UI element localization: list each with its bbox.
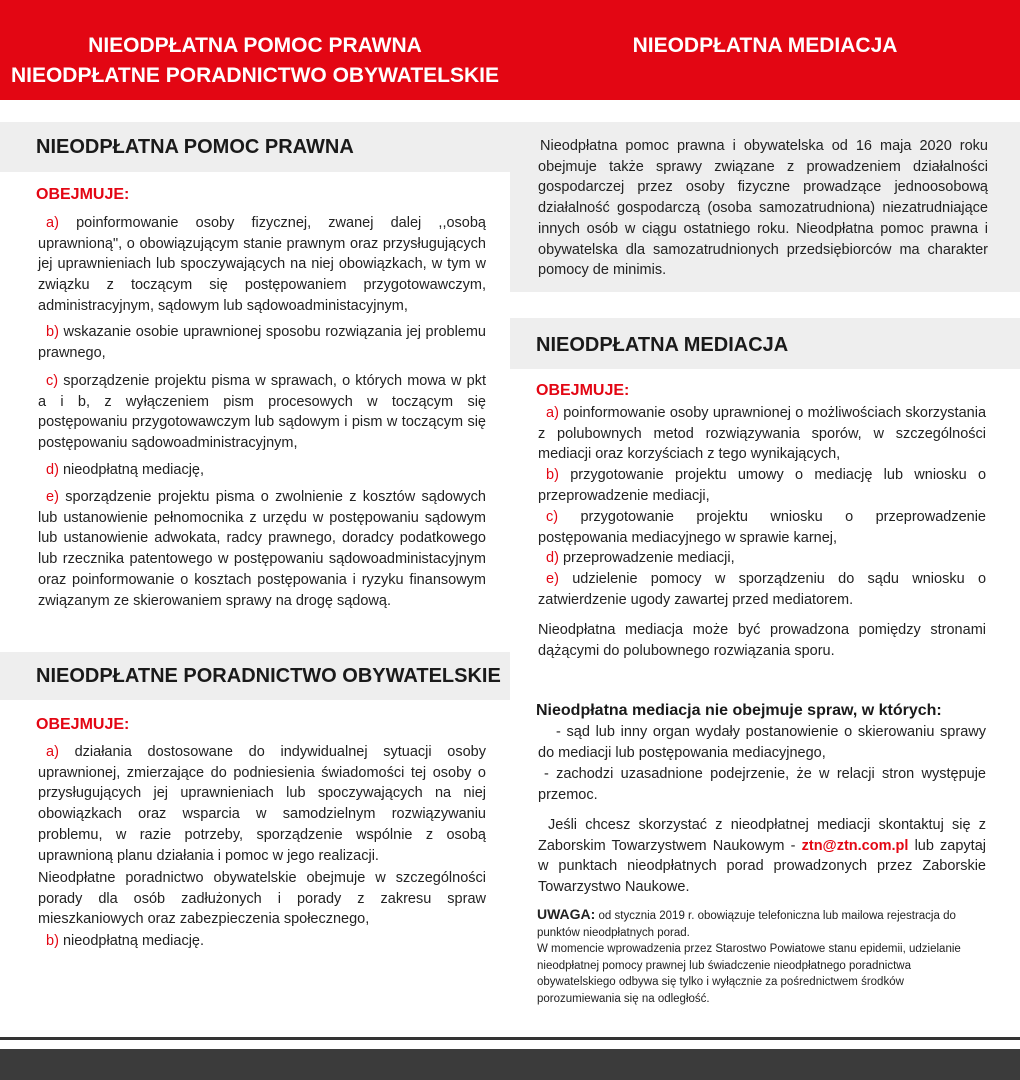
mediacja-item-e: e) udzielenie pomocy w sporządzeniu do sądu wniosku o zatwierdzenie ugody zawartej przed mediatorem. [538, 571, 987, 608]
obejmuje-label-poradnictwo: OBEJMUJE: [36, 716, 130, 733]
mediacja-item-a: a) poinformowanie osoby uprawnionej o możliwościach skorzystania z polubownych metod rozwiązywania sporów, w szczególności mediacji oraz korzyściach z tego wynikających, [538, 405, 987, 463]
uwaga-note-1: UWAGA: od stycznia 2019 r. obowiązuje telefoniczna lub mailowa rejestracja do punktów nieodpłatnych porad. [537, 906, 956, 939]
mediacja-item-c: c) przygotowanie projektu wniosku o przeprowadzenie postępowania mediacyjnego w sprawie karnej, [538, 509, 986, 546]
exclusion-item-1: - sąd lub inny organ wydały postanowienie o skierowaniu sprawy do mediacji lub postępowania mediacyjnego, [538, 724, 986, 761]
obejmuje-label-pomoc: OBEJMUJE: [36, 186, 130, 203]
uwaga-label: UWAGA: [537, 906, 596, 922]
section-title-pomoc: NIEODPŁATNA POMOC PRAWNA [36, 136, 354, 158]
uwaga-note-2: W momencie wprowadzenia przez Starostwo Powiatowe stanu epidemii, udzielanie nieodpłatnej pomocy prawnej lub świadczenie nieodpłatnego poradnictwa obywatelskiego odbywa się tylko i wyłącznie za pośrednictwem środków porozumiewania się na odległość. [537, 943, 961, 1005]
footer-divider [0, 1037, 1020, 1040]
header-left-line1: NIEODPŁATNA POMOC PRAWNA [88, 34, 422, 57]
header-right-band [510, 0, 1020, 100]
footer-bar [0, 1049, 1020, 1080]
poradnictwo-item-a: a) działania dostosowane do indywidualnej sytuacji osoby uprawnionej, zmierzające do podniesienia świadomości tej osoby o przysługujących jej uprawnieniach lub spoczywających na niej obowiązkach oraz wsparcia w samodzielnym rozwiązywaniu problemu, w razie potrzeby, sporządzenie wspólnie z osobą uprawnioną planu działania i pomoc w jego realizacji. [38, 744, 486, 864]
mediacja-item-b: b) przygotowanie projektu umowy o mediację lub wniosku o przeprowadzenie mediacji, [538, 467, 987, 504]
pomoc-item-a: a) poinformowanie osoby fizycznej, zwanej dalej ,,osobą uprawnioną", o obowiązującym stanie prawnym oraz przysługujących jej uprawnieniach lub spoczywających na niej obowiązkach, w tym w związku z toczącym się postępowaniem przygotowawczym, administracyjnym, sądowym lub sądowoadministacyjnym, [38, 215, 486, 314]
poradnictwo-paragraph: Nieodpłatne poradnictwo obywatelskie obejmuje w szczególności porady dla osób zadłużonych i porady z zakresu spraw mieszkaniowych oraz zabezpieczenia społecznego, [38, 870, 486, 928]
header-left-band [0, 0, 510, 100]
exclusion-item-2: - zachodzi uzasadnione podejrzenie, że w relacji stron występuje przemoc. [538, 766, 986, 803]
mediacja-item-d: d) przeprowadzenie mediacji, [546, 550, 735, 566]
intro-paragraph: Nieodpłatna pomoc prawna i obywatelska od 16 maja 2020 roku obejmuje także sprawy związane z prowadzeniem działalności gospodarczej przez osoby fizyczne prowadzące jednoosobową działalność gospodarczą (osoba samozatrudniona) niezatrudniające innych osób w ciągu ostatniego roku. Nieodpłatna pomoc prawna i obywatelska dla samozatrudnionych przedsiębiorców ma charakter pomocy de minimis. [538, 138, 988, 279]
pomoc-item-e: e) sporządzenie projektu pisma o zwolnienie z kosztów sądowych lub ustanowienie pełnomocnika z urzędu w postępowaniu sądowym lub ustanowienie adwokata, radcy prawnego, doradcy podatkowego lub rzecznika patentowego w postępowaniu sądowoadministacyjnym oraz poinformowanie o kosztach postępowania i ryzyku finansowym związanym ze skierowaniem sprawy na drogę sądową. [38, 489, 487, 609]
pomoc-item-d: d) nieodpłatną mediację, [46, 462, 205, 478]
contact-paragraph: Jeśli chcesz skorzystać z nieodpłatnej mediacji skontaktuj się z Zaborskim Towarzystwem Naukowym - ztn@ztn.com.pl lub zapytaj w punktach nieodpłatnych porad prowadzonych przez Zaborskie Towarzystwo Naukowe. [538, 817, 987, 896]
header-right-title: NIEODPŁATNA MEDIACJA [632, 34, 898, 57]
exclusions-heading: Nieodpłatna mediacja nie obejmuje spraw, w których: [536, 702, 942, 719]
section-title-poradnictwo: NIEODPŁATNE PORADNICTWO OBYWATELSKIE [36, 665, 501, 687]
contact-email-link[interactable]: ztn@ztn.com.pl [801, 837, 909, 854]
poradnictwo-item-b: b) nieodpłatną mediację. [46, 933, 205, 949]
section-title-mediacja: NIEODPŁATNA MEDIACJA [536, 334, 789, 356]
header-left-line2: NIEODPŁATNE PORADNICTWO OBYWATELSKIE [10, 64, 500, 87]
obejmuje-label-mediacja: OBEJMUJE: [536, 382, 630, 399]
pomoc-item-b: b) wskazanie osobie uprawnionej sposobu rozwiązania jej problemu prawnego, [38, 324, 486, 361]
pomoc-item-c: c) sporządzenie projektu pisma w sprawach, o których mowa w pkt a i b, z wyłączeniem pism procesowych w toczącym się postępowaniu przygotowawczym lub sądowym i pism w toczącym się postępowaniu sądowoadministracyjnym, [38, 373, 486, 452]
mediacja-between-paragraph: Nieodpłatna mediacja może być prowadzona pomiędzy stronami dążącymi do polubownego rozwiązania sporu. [538, 622, 986, 659]
